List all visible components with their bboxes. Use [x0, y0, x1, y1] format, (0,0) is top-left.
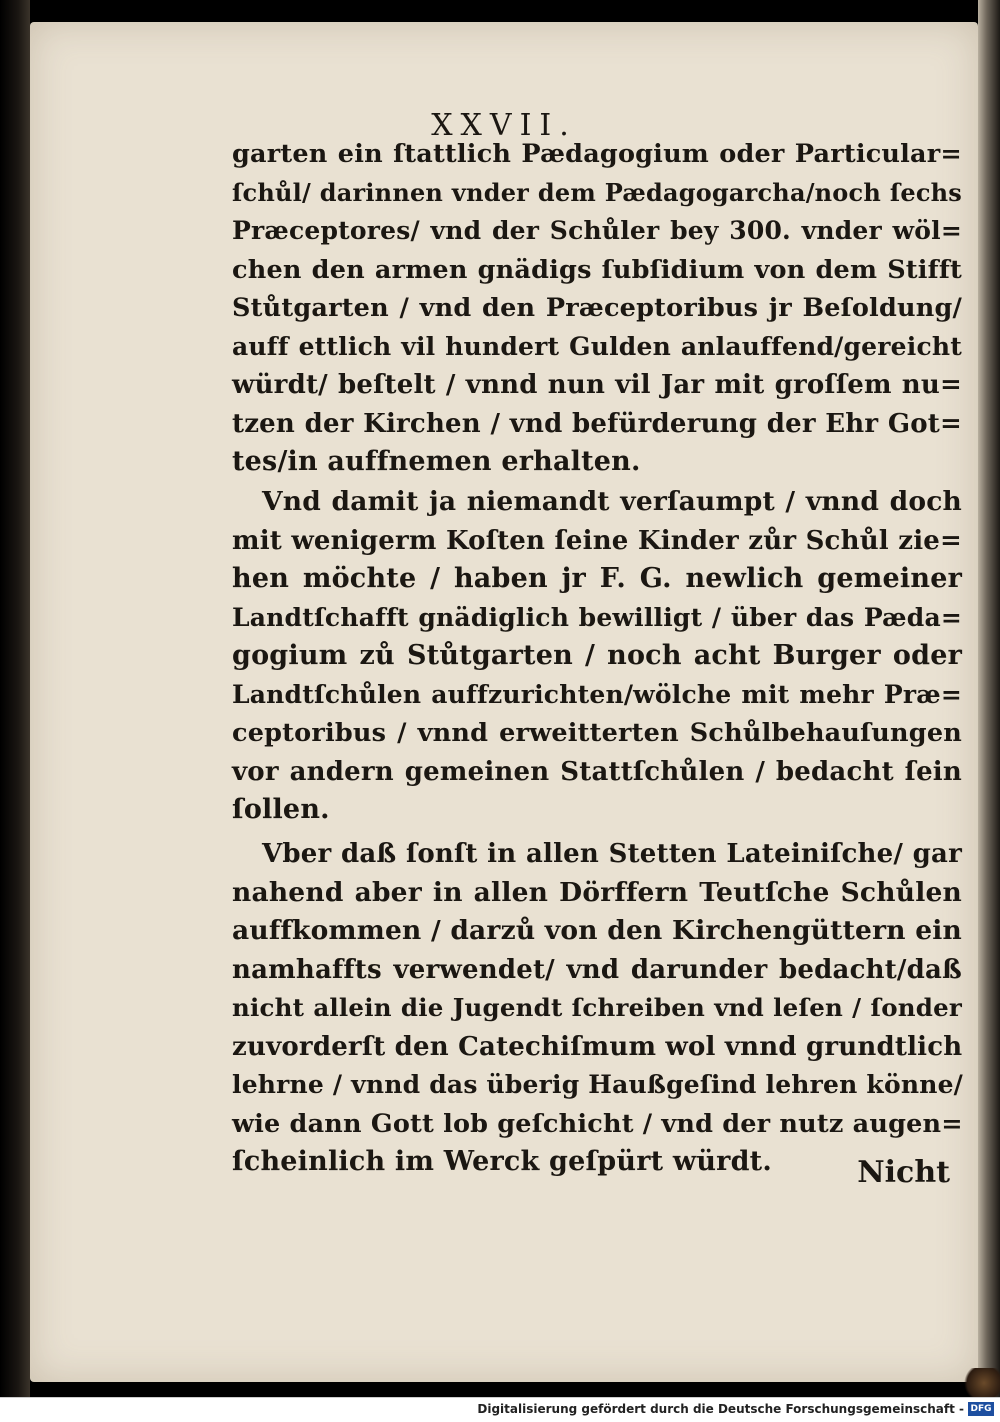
text-line: nicht allein die Jugendt ſchreiben vnd leſen / ſonder	[232, 993, 962, 1022]
text-line: Vber daß ſonſt in allen Stetten Lateiniſche/ gar	[262, 839, 962, 869]
text-line: auffkommen / darzů von den Kirchengüttern ein	[232, 915, 962, 946]
text-line: ceptoribus / vnnd erweitterten Schůlbehauſungen	[232, 718, 962, 748]
footer-credit: Digitalisierung gefördert durch die Deutsche Forschungsgemeinschaft -	[477, 1402, 964, 1416]
text-line: hen möchte / haben jr F. G. newlich gemeiner	[232, 563, 962, 594]
text-line: Stůtgarten / vnd den Præceptoribus jr Beſoldung/	[232, 293, 962, 323]
text-line: Landtſchůlen auffzurichten/wölche mit mehr Præ=	[232, 679, 962, 709]
text-line: ſcheinlich im Werck geſpürt würdt.	[232, 1146, 772, 1177]
text-line: auff ettlich vil hundert Gulden anlauffend/gereicht	[232, 331, 962, 361]
text-line: Landtſchafft gnädiglich bewilligt / über das Pæda=	[232, 602, 962, 632]
text-line: Præceptores/ vnd der Schůler bey 300. vnder wöl=	[232, 216, 962, 245]
text-line: würdt/ beſtelt / vnnd nun vil Jar mit groſſem nu=	[232, 370, 962, 400]
paragraph-1	[232, 135, 962, 482]
text-line: ſchůl/ darinnen vnder dem Pædagogarcha/noch ſechs	[232, 177, 962, 207]
text-line: ſollen.	[232, 794, 330, 825]
text-line: lehrne / vnnd das überig Haußgeſind lehren könne/	[232, 1070, 964, 1099]
book-spine-edge	[0, 0, 30, 1422]
paragraph-2	[232, 483, 962, 830]
text-line: namhaffts verwendet/ vnd darunder bedacht/daß	[232, 954, 962, 985]
dfg-logo-icon: DFG	[968, 1402, 994, 1416]
page-edge-right	[978, 0, 1000, 1422]
text-line: garten ein ſtattlich Pædagogium oder Particular=	[232, 139, 962, 169]
text-line: gogium zů Stůtgarten / noch acht Burger oder	[232, 640, 962, 671]
text-line: chen den armen gnädigs ſubſidium von dem Stifft	[232, 254, 962, 285]
page-number: XXVII.	[431, 108, 577, 143]
text-line: tes/in auffnemen erhalten.	[232, 446, 641, 477]
digitization-footer	[0, 1397, 1000, 1422]
text-line: mit wenigerm Koſten ſeine Kinder zůr Schůl zie=	[232, 525, 962, 556]
text-line: zuvorderſt den Catechiſmum wol vnnd grundtlich	[232, 1031, 963, 1062]
corner-ornament-icon	[960, 1368, 1000, 1398]
paragraph-3	[232, 835, 962, 1182]
text-line: wie dann Gott lob geſchicht / vnd der nutz augen=	[232, 1108, 963, 1139]
text-line: vor andern gemeinen Stattſchůlen / bedacht ſein	[232, 756, 962, 787]
text-line: nahend aber in allen Dörffern Teutſche Schůlen	[232, 876, 962, 908]
catchword: Nicht	[857, 1155, 950, 1190]
text-line: tzen der Kirchen / vnd befürderung der Ehr Got=	[232, 408, 962, 439]
text-line: Vnd damit ja niemandt verſaumpt / vnnd doch	[262, 486, 962, 517]
